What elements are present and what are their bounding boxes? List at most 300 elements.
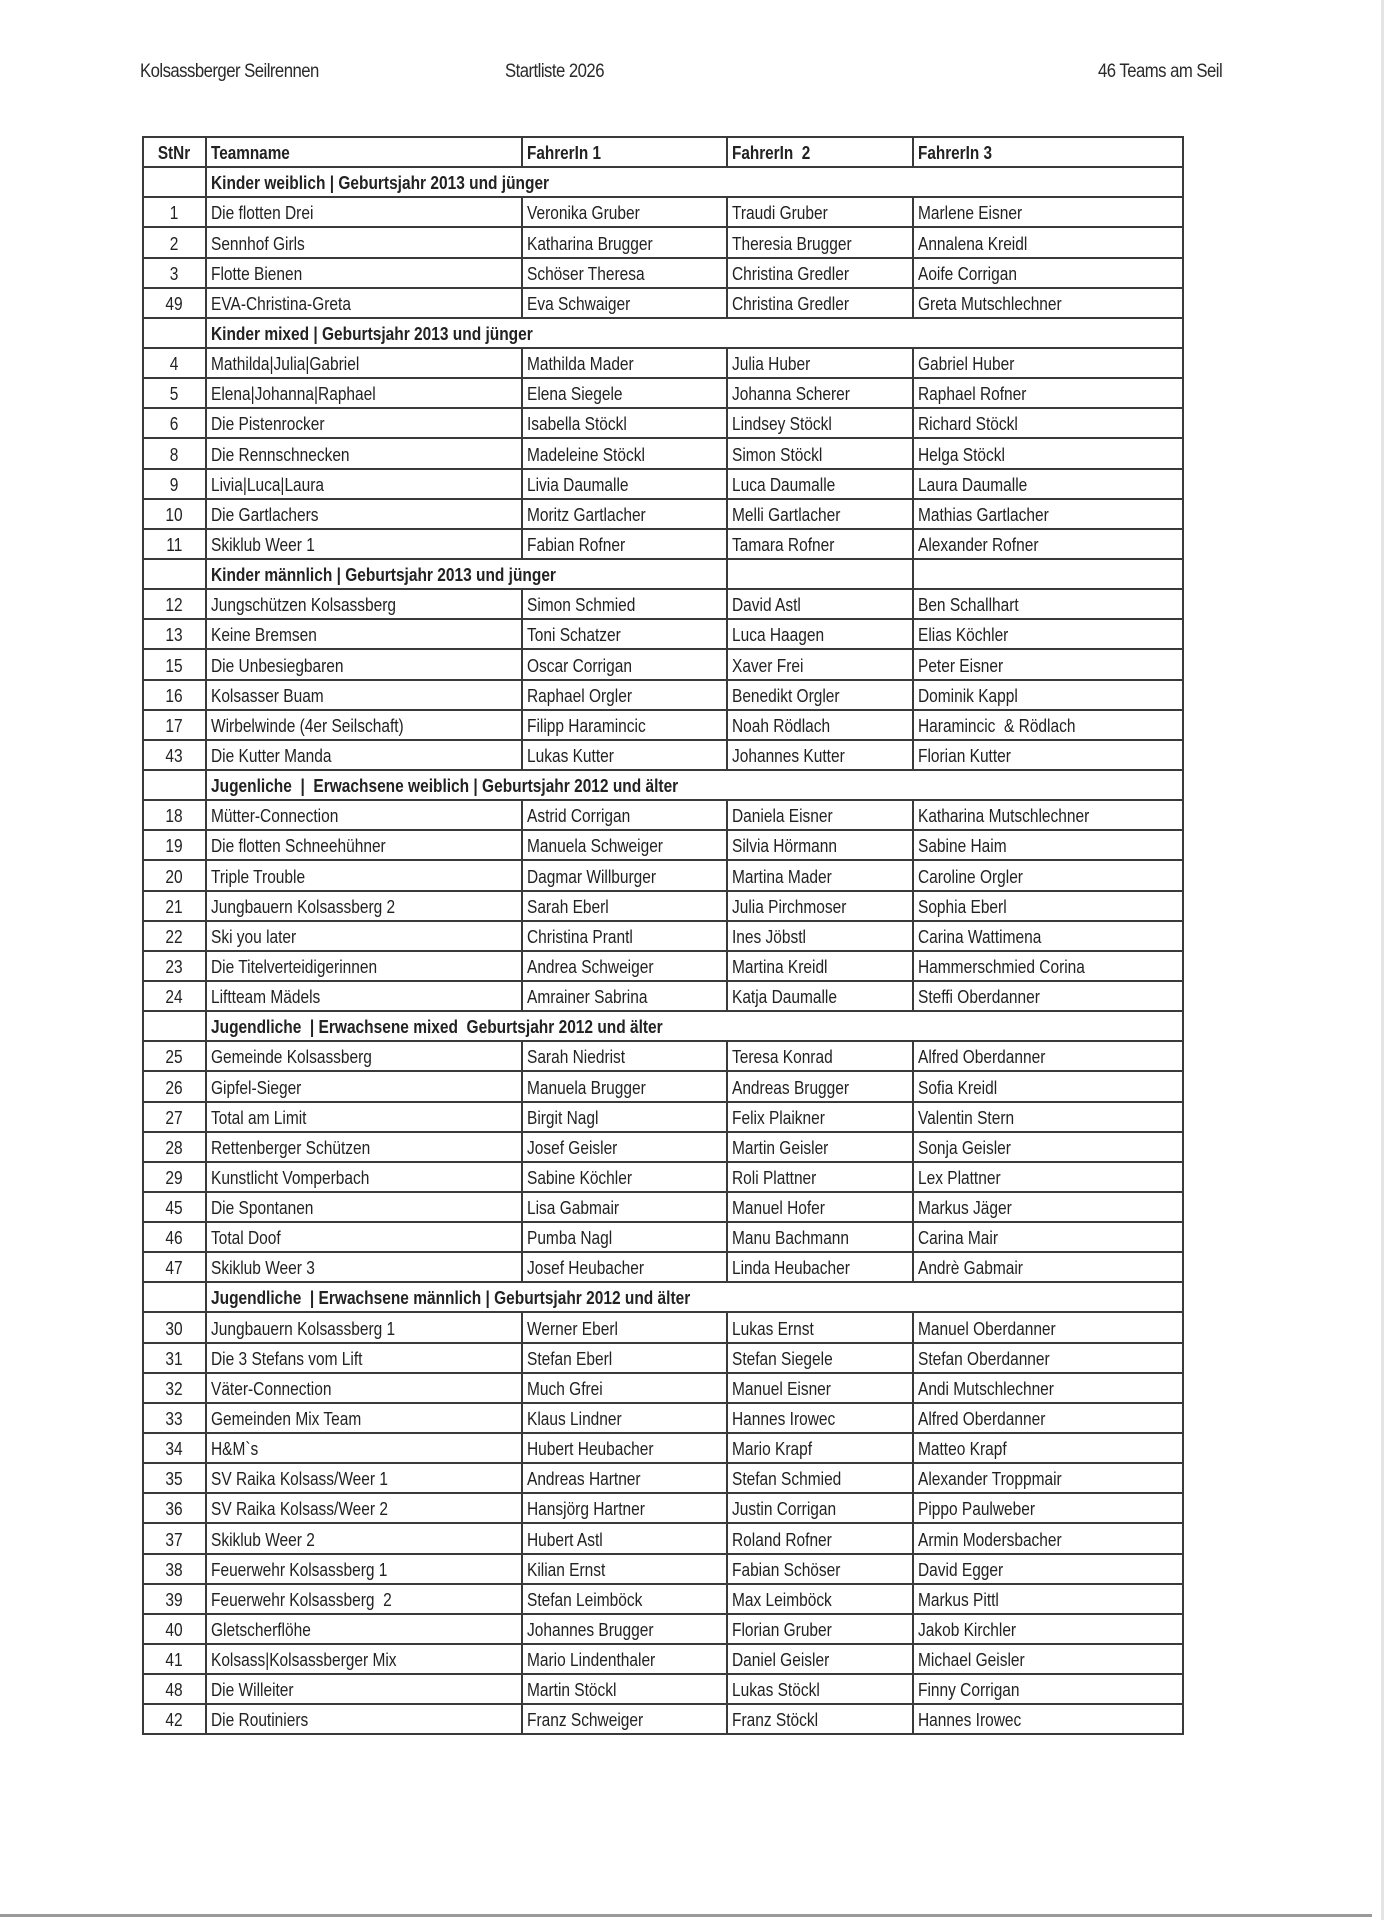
table-row (143, 1222, 1183, 1252)
racer-1 (522, 589, 727, 619)
team-name-text: Die Unbesiegbaren (211, 655, 344, 676)
racer-1 (522, 197, 727, 227)
racer-3-text: Lex Plattner (918, 1167, 1001, 1188)
start-number-text: 45 (165, 1198, 184, 1219)
racer-3 (913, 469, 1183, 499)
team-name-text: Mütter-Connection (211, 806, 339, 827)
racer-1 (522, 408, 727, 438)
racer-2 (727, 227, 913, 257)
racer-2 (727, 408, 913, 438)
racer-3-text: Armin Modersbacher (918, 1529, 1062, 1550)
racer-1-text: Oscar Corrigan (527, 655, 632, 676)
racer-3 (913, 408, 1183, 438)
racer-3 (913, 1132, 1183, 1162)
team-name (206, 1102, 522, 1132)
team-name (206, 1071, 522, 1101)
start-number-text: 15 (165, 655, 184, 676)
table-row (143, 1192, 1183, 1222)
team-name (206, 1674, 522, 1704)
racer-2-text: Manu Bachmann (732, 1228, 850, 1249)
start-number (143, 408, 206, 438)
team-name-text: Skiklub Weer 2 (211, 1529, 315, 1550)
racer-2 (727, 197, 913, 227)
racer-1-text: Martin Stöckl (527, 1680, 617, 1701)
category-label-text: Jugenliche | Erwachsene weiblich | Geburtsjahr 2012 und älter (211, 776, 679, 797)
table-row (143, 710, 1183, 740)
start-number (143, 1614, 206, 1644)
racer-1-text: Sarah Eberl (527, 896, 609, 917)
team-name (206, 1523, 522, 1553)
racer-1 (522, 1071, 727, 1101)
racer-1 (522, 1041, 727, 1071)
racer-1 (522, 1463, 727, 1493)
table-row (143, 589, 1183, 619)
racer-2 (727, 1373, 913, 1403)
start-number-text: 24 (165, 987, 184, 1008)
racer-2-text: Luca Daumalle (732, 474, 836, 495)
start-number (143, 649, 206, 679)
category-label-text: Kinder mixed | Geburtsjahr 2013 und jünger (211, 323, 533, 344)
racer-3 (913, 1493, 1183, 1523)
racer-3-text: Sonja Geisler (918, 1137, 1011, 1158)
racer-1-text: Mario Lindenthaler (527, 1650, 656, 1671)
racer-3-text: Carina Wattimena (918, 926, 1042, 947)
racer-1-text: Raphael Orgler (527, 685, 632, 706)
start-number (143, 1373, 206, 1403)
team-name (206, 710, 522, 740)
team-name-text: Keine Bremsen (211, 625, 317, 646)
racer-3-text: Steffi Oberdanner (918, 987, 1040, 1008)
racer-2-text: Christina Gredler (732, 263, 850, 284)
start-number-text: 37 (165, 1529, 184, 1550)
racer-3 (913, 1343, 1183, 1373)
racer-1-text: Franz Schweiger (527, 1710, 644, 1731)
table-row (143, 680, 1183, 710)
racer-2-text: Johanna Scherer (732, 384, 850, 405)
category-empty-cell (143, 1011, 206, 1041)
start-number (143, 1674, 206, 1704)
team-name (206, 921, 522, 951)
category-empty-cell (143, 318, 206, 348)
start-number (143, 529, 206, 559)
racer-2-text: Stefan Schmied (732, 1469, 842, 1490)
racer-2 (727, 1704, 913, 1734)
table-row (143, 197, 1183, 227)
racer-3 (913, 680, 1183, 710)
team-name (206, 197, 522, 227)
team-name (206, 438, 522, 468)
start-number (143, 981, 206, 1011)
start-number-text: 49 (165, 293, 184, 314)
team-name-text: SV Raika Kolsass/Weer 2 (211, 1499, 388, 1520)
racer-1 (522, 1132, 727, 1162)
category-row (143, 1011, 1183, 1041)
table-row (143, 1704, 1183, 1734)
team-name-text: Skiklub Weer 3 (211, 1258, 315, 1279)
column-header-teamname: Teamname (206, 137, 522, 167)
table-row (143, 1162, 1183, 1192)
start-number (143, 1493, 206, 1523)
racer-2 (727, 1222, 913, 1252)
table-header-row (143, 137, 1183, 167)
start-number (143, 1584, 206, 1614)
team-name-text: Die 3 Stefans vom Lift (211, 1348, 363, 1369)
racer-3 (913, 1162, 1183, 1192)
racer-3-text: Alfred Oberdanner (918, 1047, 1046, 1068)
racer-3-text: Sofia Kreidl (918, 1077, 998, 1098)
team-name (206, 981, 522, 1011)
racer-1-text: Schöser Theresa (527, 263, 645, 284)
table-row (143, 921, 1183, 951)
team-name (206, 830, 522, 860)
category-label-text: Jugendliche | Erwachsene männlich | Geburtsjahr 2012 und älter (211, 1288, 691, 1309)
table-row (143, 1584, 1183, 1614)
start-number-text: 22 (165, 926, 184, 947)
start-number-text: 10 (165, 504, 184, 525)
team-name (206, 1343, 522, 1373)
table-row (143, 981, 1183, 1011)
racer-3 (913, 529, 1183, 559)
start-number (143, 740, 206, 770)
category-row (143, 770, 1183, 800)
racer-3 (913, 891, 1183, 921)
racer-1 (522, 830, 727, 860)
scan-edge-right (1381, 0, 1384, 1920)
racer-1 (522, 1192, 727, 1222)
racer-1-text: Hansjörg Hartner (527, 1499, 645, 1520)
team-name-text: Die Kutter Manda (211, 745, 332, 766)
team-name-text: EVA-Christina-Greta (211, 293, 351, 314)
start-number-text: 40 (165, 1620, 184, 1641)
racer-3 (913, 1192, 1183, 1222)
team-name-text: Die Spontanen (211, 1198, 314, 1219)
table-row (143, 1554, 1183, 1584)
racer-2-text: Luca Haagen (732, 625, 825, 646)
racer-2 (727, 1493, 913, 1523)
table-row (143, 1493, 1183, 1523)
team-name-text: Die Rennschnecken (211, 444, 350, 465)
start-number-text: 23 (165, 956, 184, 977)
team-name-text: Rettenberger Schützen (211, 1137, 371, 1158)
racer-3-text: Richard Stöckl (918, 414, 1018, 435)
start-number-text: 27 (165, 1107, 184, 1128)
racer-1-text: Hubert Heubacher (527, 1439, 654, 1460)
racer-1 (522, 529, 727, 559)
racer-1-text: Birgit Nagl (527, 1107, 599, 1128)
team-name (206, 1041, 522, 1071)
racer-1-text: Hubert Astl (527, 1529, 603, 1550)
racer-2-text: Felix Plaikner (732, 1107, 825, 1128)
racer-3-text: Andrè Gabmair (918, 1258, 1023, 1279)
racer-1 (522, 1644, 727, 1674)
racer-1 (522, 710, 727, 740)
start-number-text: 42 (165, 1710, 184, 1731)
table-row (143, 1463, 1183, 1493)
team-name (206, 1463, 522, 1493)
category-empty-cell (727, 559, 913, 589)
start-number (143, 951, 206, 981)
racer-3 (913, 378, 1183, 408)
racer-3 (913, 1674, 1183, 1704)
racer-1-text: Astrid Corrigan (527, 806, 631, 827)
start-number-text: 30 (165, 1318, 184, 1339)
start-number (143, 258, 206, 288)
start-number-text: 36 (165, 1499, 184, 1520)
racer-1-text: Isabella Stöckl (527, 414, 627, 435)
team-name-text: Feuerwehr Kolsassberg 1 (211, 1559, 388, 1580)
racer-2 (727, 589, 913, 619)
racer-2 (727, 1523, 913, 1553)
racer-2-text: Manuel Eisner (732, 1378, 831, 1399)
racer-1-text: Katharina Brugger (527, 233, 653, 254)
team-name-text: Die flotten Drei (211, 203, 314, 224)
start-number-text: 43 (165, 745, 184, 766)
start-number-text: 5 (170, 384, 179, 405)
racer-1-text: Kilian Ernst (527, 1559, 606, 1580)
team-name (206, 529, 522, 559)
racer-1 (522, 1312, 727, 1342)
racer-3 (913, 1704, 1183, 1734)
racer-1 (522, 1343, 727, 1373)
start-number-text: 48 (165, 1680, 184, 1701)
start-number (143, 1523, 206, 1553)
racer-1 (522, 1433, 727, 1463)
start-number (143, 1343, 206, 1373)
racer-2-text: Lukas Ernst (732, 1318, 814, 1339)
racer-2-text: Justin Corrigan (732, 1499, 837, 1520)
table-row (143, 860, 1183, 890)
start-number-text: 26 (165, 1077, 184, 1098)
start-number-text: 25 (165, 1047, 184, 1068)
racer-3-text: Greta Mutschlechner (918, 293, 1062, 314)
table-row (143, 649, 1183, 679)
racer-3-text: Katharina Mutschlechner (918, 806, 1090, 827)
racer-2-text: Julia Huber (732, 354, 811, 375)
racer-3-text: Sophia Eberl (918, 896, 1007, 917)
racer-3-text: Caroline Orgler (918, 866, 1023, 887)
team-name-text: Sennhof Girls (211, 233, 305, 254)
team-name-text: Livia|Luca|Laura (211, 474, 325, 495)
racer-2 (727, 981, 913, 1011)
racer-3 (913, 1644, 1183, 1674)
team-name (206, 619, 522, 649)
racer-3 (913, 227, 1183, 257)
racer-1-text: Dagmar Willburger (527, 866, 657, 887)
racer-1 (522, 438, 727, 468)
racer-2 (727, 891, 913, 921)
team-name-text: Gletscherflöhe (211, 1620, 311, 1641)
start-number-text: 9 (170, 474, 179, 495)
table-row (143, 619, 1183, 649)
category-label (206, 1011, 1183, 1041)
racer-3 (913, 710, 1183, 740)
racer-1 (522, 348, 727, 378)
team-name-text: SV Raika Kolsass/Weer 1 (211, 1469, 388, 1490)
racer-1 (522, 1102, 727, 1132)
start-number (143, 1403, 206, 1433)
team-name-text: Kolsass|Kolsassberger Mix (211, 1650, 397, 1671)
racer-2-text: Fabian Schöser (732, 1559, 841, 1580)
racer-2 (727, 1403, 913, 1433)
racer-3 (913, 1433, 1183, 1463)
racer-1 (522, 1222, 727, 1252)
racer-2 (727, 740, 913, 770)
team-name (206, 891, 522, 921)
racer-2 (727, 1433, 913, 1463)
racer-1 (522, 1554, 727, 1584)
start-number-text: 3 (170, 263, 179, 284)
racer-3-text: Dominik Kappl (918, 685, 1018, 706)
team-name (206, 951, 522, 981)
racer-2-text: Stefan Siegele (732, 1348, 833, 1369)
racer-3 (913, 649, 1183, 679)
racer-2 (727, 1252, 913, 1282)
category-row (143, 1282, 1183, 1312)
category-label-text: Kinder männlich | Geburtsjahr 2013 und jünger (211, 565, 556, 586)
racer-3-text: Aoife Corrigan (918, 263, 1017, 284)
team-name (206, 1554, 522, 1584)
team-name (206, 1644, 522, 1674)
racer-2 (727, 469, 913, 499)
racer-1-text: Josef Heubacher (527, 1258, 645, 1279)
team-name (206, 378, 522, 408)
team-name-text: Total am Limit (211, 1107, 307, 1128)
start-number (143, 1463, 206, 1493)
racer-2 (727, 1041, 913, 1071)
start-number-text: 16 (165, 685, 184, 706)
racer-3-text: Annalena Kreidl (918, 233, 1028, 254)
scan-edge-bottom (0, 1914, 1372, 1917)
racer-2-text: Tamara Rofner (732, 534, 835, 555)
start-number (143, 1252, 206, 1282)
team-name (206, 1493, 522, 1523)
racer-2 (727, 1644, 913, 1674)
racer-3-text: Helga Stöckl (918, 444, 1005, 465)
team-name-text: Ski you later (211, 926, 297, 947)
racer-2-text: Martina Kreidl (732, 956, 828, 977)
racer-2-text: Simon Stöckl (732, 444, 823, 465)
team-name (206, 1192, 522, 1222)
team-name-text: Die Titelverteidigerinnen (211, 956, 378, 977)
racer-3 (913, 1071, 1183, 1101)
racer-1-text: Moritz Gartlacher (527, 504, 646, 525)
racer-1 (522, 1674, 727, 1704)
racer-1-text: Madeleine Stöckl (527, 444, 645, 465)
team-name-text: Gemeinden Mix Team (211, 1409, 362, 1430)
table-row (143, 258, 1183, 288)
racer-1-text: Manuela Schweiger (527, 836, 663, 857)
racer-3 (913, 1554, 1183, 1584)
team-name (206, 1252, 522, 1282)
racer-1 (522, 951, 727, 981)
column-header-fahrerin-2: FahrerIn 2 (727, 137, 913, 167)
start-number (143, 469, 206, 499)
start-list-table (142, 136, 1184, 1735)
team-name-text: Die Gartlachers (211, 504, 319, 525)
racer-3-text: Michael Geisler (918, 1650, 1025, 1671)
team-name (206, 258, 522, 288)
racer-3 (913, 860, 1183, 890)
racer-3-text: Elias Köchler (918, 625, 1009, 646)
racer-1-text: Livia Daumalle (527, 474, 629, 495)
category-row (143, 167, 1183, 197)
start-number-text: 17 (165, 715, 184, 736)
racer-1-text: Elena Siegele (527, 384, 623, 405)
racer-2-text: Julia Pirchmoser (732, 896, 847, 917)
racer-2 (727, 830, 913, 860)
racer-1-text: Simon Schmied (527, 595, 636, 616)
racer-2-text: Daniel Geisler (732, 1650, 830, 1671)
table-row (143, 1252, 1183, 1282)
table-row (143, 227, 1183, 257)
racer-1 (522, 740, 727, 770)
racer-1-text: Josef Geisler (527, 1137, 618, 1158)
start-number (143, 710, 206, 740)
racer-3 (913, 1614, 1183, 1644)
racer-3-text: Markus Pittl (918, 1589, 999, 1610)
start-number (143, 680, 206, 710)
start-number (143, 378, 206, 408)
racer-1 (522, 981, 727, 1011)
racer-3 (913, 348, 1183, 378)
racer-1 (522, 1252, 727, 1282)
team-name-text: Elena|Johanna|Raphael (211, 384, 376, 405)
racer-2 (727, 529, 913, 559)
start-number-text: 4 (170, 354, 179, 375)
racer-1 (522, 258, 727, 288)
racer-3 (913, 1463, 1183, 1493)
start-number (143, 860, 206, 890)
team-name-text: Liftteam Mädels (211, 987, 321, 1008)
table-row (143, 288, 1183, 318)
start-number (143, 438, 206, 468)
racer-1 (522, 469, 727, 499)
team-name-text: Flotte Bienen (211, 263, 303, 284)
category-empty-cell (143, 559, 206, 589)
racer-1-text: Andreas Hartner (527, 1469, 641, 1490)
team-name-text: Wirbelwinde (4er Seilschaft) (211, 715, 404, 736)
start-number (143, 589, 206, 619)
start-number-text: 38 (165, 1559, 184, 1580)
racer-3-text: Alfred Oberdanner (918, 1409, 1046, 1430)
racer-3-text: Laura Daumalle (918, 474, 1028, 495)
category-row (143, 559, 1183, 589)
category-empty-cell (143, 1282, 206, 1312)
table-row (143, 891, 1183, 921)
racer-2-text: Johannes Kutter (732, 745, 845, 766)
racer-2 (727, 1132, 913, 1162)
category-label (206, 1282, 1183, 1312)
team-name-text: Jungbauern Kolsassberg 2 (211, 896, 396, 917)
team-name (206, 469, 522, 499)
racer-2-text: Daniela Eisner (732, 806, 833, 827)
racer-1-text: Stefan Leimböck (527, 1589, 643, 1610)
team-name (206, 1433, 522, 1463)
racer-2 (727, 1162, 913, 1192)
start-number-text: 29 (165, 1167, 184, 1188)
racer-3-text: Florian Kutter (918, 745, 1011, 766)
document-title: Startliste 2026 (505, 61, 604, 82)
team-name (206, 227, 522, 257)
racer-1-text: Amrainer Sabrina (527, 987, 648, 1008)
team-name (206, 589, 522, 619)
table-row (143, 1523, 1183, 1553)
racer-2-text: Max Leimböck (732, 1589, 832, 1610)
racer-3 (913, 288, 1183, 318)
column-header-fahrerin-3: FahrerIn 3 (913, 137, 1183, 167)
team-name-text: Total Doof (211, 1228, 281, 1249)
racer-3 (913, 1252, 1183, 1282)
